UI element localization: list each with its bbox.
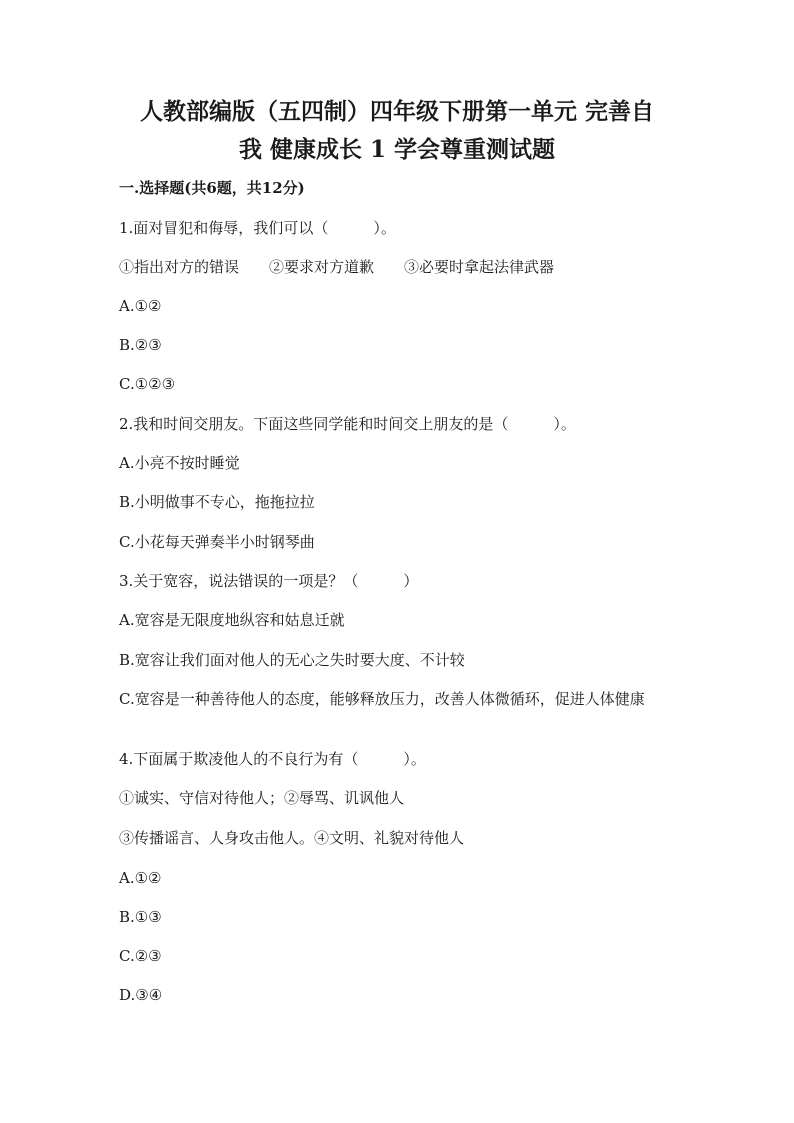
- question-4-stem: 4.下面属于欺凌他人的不良行为有（ ）。: [119, 750, 426, 768]
- question-3-option-b: B.宽容让我们面对他人的无心之失时要大度、不计较: [119, 651, 465, 669]
- question-4-option-c: C.②③: [119, 947, 162, 965]
- question-3-stem: 3.关于宽容，说法错误的一项是？（ ）: [119, 572, 419, 590]
- page-title: [100, 93, 694, 169]
- question-2-stem: 2.我和时间交朋友。下面这些同学能和时间交上朋友的是（ ）。: [119, 415, 576, 433]
- question-4-option-d: D.③④: [119, 986, 163, 1004]
- question-4-note-1: ①诚实、守信对待他人；②辱骂、讥讽他人: [119, 789, 405, 807]
- question-3-option-c: C.宽容是一种善待他人的态度，能够释放压力，改善人体微循环，促进人体健康: [119, 690, 645, 708]
- question-2-option-c: C.小花每天弹奏半小时钢琴曲: [119, 533, 315, 551]
- question-4-option-b: B.①③: [119, 908, 162, 926]
- question-1-option-a: A.①②: [119, 297, 162, 315]
- question-1-option-b: B.②③: [119, 336, 162, 354]
- title-line-2: 我 健康成长 1 学会尊重测试题: [238, 136, 556, 163]
- question-2-option-b: B.小明做事不专心，拖拖拉拉: [119, 493, 315, 511]
- question-1-note: ①指出对方的错误 ②要求对方道歉 ③必要时拿起法律武器: [119, 258, 555, 276]
- question-1-option-c: C.①②③: [119, 375, 176, 393]
- question-4-option-a: A.①②: [119, 869, 162, 887]
- question-3-option-a: A.宽容是无限度地纵容和姑息迁就: [119, 611, 345, 629]
- question-2-option-a: A.小亮不按时睡觉: [119, 454, 240, 472]
- section-heading: 一.选择题(共6题，共12分): [119, 179, 305, 197]
- question-1-stem: 1.面对冒犯和侮辱，我们可以（ ）。: [119, 219, 396, 237]
- title-line-1: 人教部编版（五四制）四年级下册第一单元 完善自: [139, 98, 654, 125]
- question-4-note-2: ③传播谣言、人身攻击他人。④文明、礼貌对待他人: [119, 829, 465, 847]
